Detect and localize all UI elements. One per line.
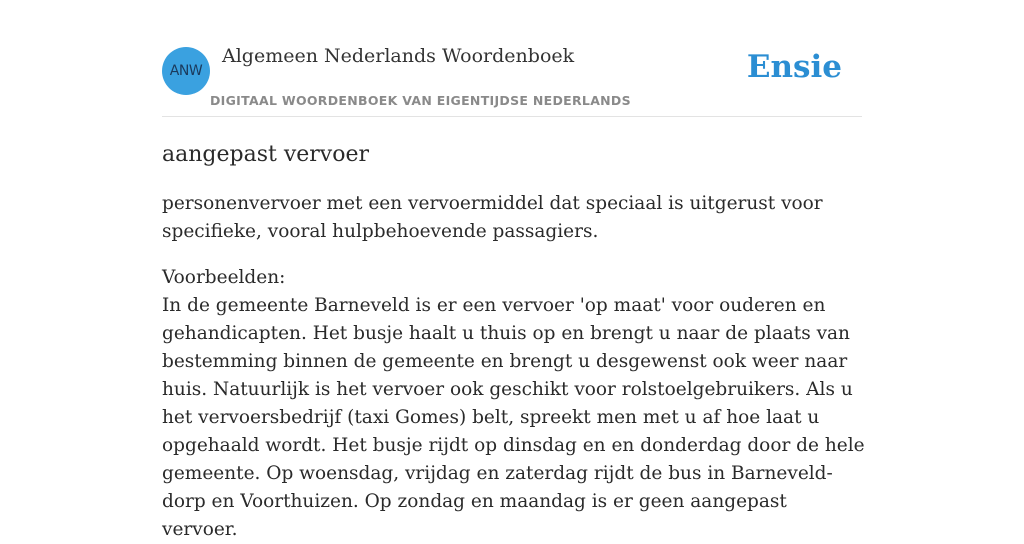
examples-label: Voorbeelden: — [162, 267, 286, 288]
dictionary-title[interactable]: Algemeen Nederlands Woordenboek — [222, 45, 575, 67]
anw-logo[interactable]: ANW — [162, 47, 210, 95]
ensie-logo[interactable]: Ensie — [746, 49, 842, 85]
entry-examples — [162, 264, 867, 544]
entry-headword: aangepast vervoer — [162, 142, 370, 167]
example-text: In de gemeente Barneveld is er een vervoer 'op maat' voor ouderen en gehandicapten. Het busje haalt u thuis op en brengt u naar de plaats van bestemming binnen de gemeente en brengt u desgewenst ook weer naar huis. Natuurlijk is het vervoer ook geschikt voor rolstoelgebruikers. Als u het vervoersbedrijf (taxi Gomes) belt, spreekt men met u af hoe laat u opgehaald wordt. Het busje rijdt op dinsdag en en donderdag door de hele gemeente. Op woensdag, vrijdag en zaterdag rijdt de bus in Barneveld-dorp en Voorthuizen. Op zondag en maandag is er geen aangepast vervoer. — [162, 295, 865, 540]
dictionary-header — [162, 40, 862, 117]
dictionary-subtitle: DIGITAAL WOORDENBOEK VAN EIGENTIJDSE NEDERLANDS — [210, 93, 631, 108]
entry-definition: personenvervoer met een vervoermiddel dat speciaal is uitgerust voor specifieke, vooral hulpbehoevende passagiers. — [162, 193, 823, 242]
entry-content — [162, 138, 867, 544]
